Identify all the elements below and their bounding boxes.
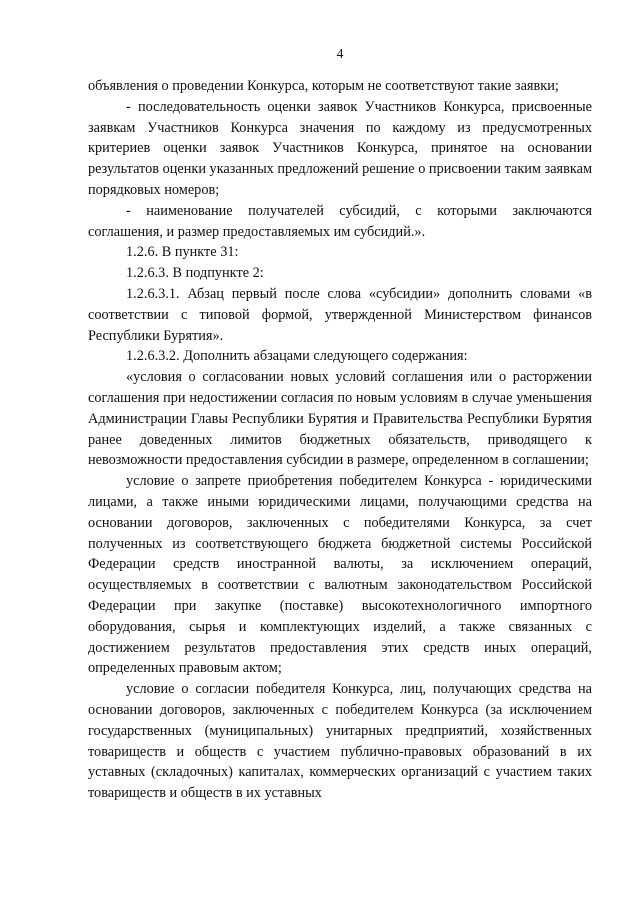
paragraph: 1.2.6.3. В подпункте 2:	[126, 265, 264, 282]
paragraph: 1.2.6.3.1. Абзац первый после слова «субсидии» дополнить словами «в соответствии с типовой формой, утвержденной Министерством финансов Республики Бурятия».	[88, 285, 592, 344]
paragraph: «условия о согласовании новых условий соглашения или о расторжении соглашения при недостижении согласия по новым условиям в случае уменьшения Администрации Главы Республики Бурятия и Правительства Республики Бурятия ранее доведенных лимитов бюджетных обязательств, приводящего к невозможности предоставления субсидии в размере, определенном в соглашении;	[88, 369, 592, 469]
paragraph: - наименование получателей субсидий, с которыми заключаются соглашения, и размер предоставляемых им субсидий.».	[88, 202, 592, 240]
paragraph: - последовательность оценки заявок Участников Конкурса, присвоенные заявкам Участников Конкурса значения по каждому из предусмотренных критериев оценки заявок Участников Конкурса, принятое на основании результатов оценки указанных предложений решение о присвоении таким заявкам порядковых номеров;	[88, 98, 592, 198]
paragraph: 1.2.6. В пункте 31:	[126, 244, 239, 261]
body-text	[88, 76, 592, 804]
paragraph: условие о запрете приобретения победителем Конкурса - юридическими лицами, а также иными юридическими лицами, получающими средства на основании договоров, заключенных с победителями Конкурса, за счет полученных из соответствующего бюджета бюджетной системы Российской Федерации средств иностранной валюты, за исключением операций, осуществляемых в соответствии с валютным законодательством Российской Федерации при закупке (поставке) высокотехнологичного импортного оборудования, сырья и комплектующих изделий, а также связанных с достижением результатов предоставления этих средств иных операций, определенных правовым актом;	[88, 473, 592, 677]
page-number: 4	[336, 46, 344, 61]
paragraph: 1.2.6.3.2. Дополнить абзацами следующего содержания:	[126, 348, 468, 365]
paragraph: объявления о проведении Конкурса, которым не соответствуют такие заявки;	[88, 78, 559, 94]
paragraph: условие о согласии победителя Конкурса, лиц, получающих средства на основании договоров, заключенных с победителем Конкурса (за исключением государственных (муниципальных) унитарных предприятий, хозяйственных товариществ и обществ с участием публично-правовых образований в их уставных (складочных) капиталах, коммерческих организаций с участием таких товариществ и обществ в их уставных	[88, 681, 592, 802]
